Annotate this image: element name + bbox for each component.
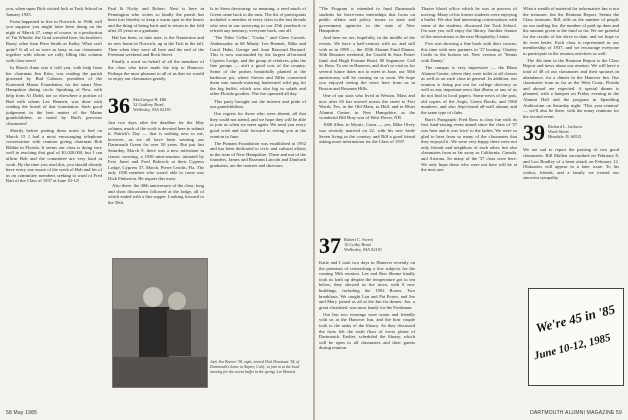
paragraph: From happened to live in Norwich, in 1946, will you suppose you might have been doing on the night of March 27, camp of course, to a production of Tin Whistle, the Grad wrestled here, his brother's Rusty, other than Peter Smith as Kathy. What can't quite? It all of us were as busy as our classmates together with whom we rally filling this column with class news! xyxy=(6,18,102,63)
right-page xyxy=(315,0,628,420)
paragraph: The 4th item in the Reunion Report is the Class Report and news about our reunion. We will have a total of 48 of our classmates and their spouses in attendance, for a dinner in the Hanover Inn. Our classmates from as far as the West Coast, Florida and abroad are expected. A special dinner is planned, with a banquet on Friday evening in the Alumni Hall and the program in Spaulding Auditorium on Saturday night. 'This year reunion' — we'll also be there, with the many reunions for the second event. xyxy=(523,57,619,119)
paragraph: The campus is very impressive — the Blunt Alumni Center, where they were toilet to all classes as well as on each class in general. In addition, our reunion is being put out for college directory as well as any important news that illness or any of us do not find in local papers. Some news of the past, old copies of the Aegis, Green Books, and 1960 numbers, and also Sept-found all-wall alumni and the same type of clubs. xyxy=(421,64,517,115)
left-column-1 xyxy=(6,6,102,402)
class-secretary-address: Robert C. Sweet 16 Colby Road Wellesley, MA 02181 xyxy=(344,237,383,252)
paragraph: Paul & Nicky and Robert. Next is here in Pennington who writes so kindly the parish has been lost thereby to keep a warm spot in the hearts and the thing of being back and to return to the fold after 25 years as a graduate. xyxy=(108,6,204,34)
left-column-2-top xyxy=(108,6,204,90)
paragraph: 'The Tides' Cellar', "Cedar " and Chew Cassels. Ambassador at 66 Mindy. Lee Bennett, Mike and Carol Hahn, George and Joan Brassard Bernard. This is now surrounded by the largest all-around Cypress Lodge, and the group of relatives, plus the fine groups — ain't a good cost of the country. Some of the probes beautifully planted at the barbecue pit, where Steven and Mike conversed them into mouth-watering barbecued wild pig for the big buffet, which was also big in salads and other Florida goodies. The fire operated all day. xyxy=(210,35,306,97)
paragraph: you, when upon Dick visited Jack at Tuck School in January 1935. xyxy=(6,6,102,17)
paragraph: What a wealth of material for informative fun is not the treasurer, but the Reunion Report. Seems the Class treasurer, Bill, tells us the number of people on our mailing list, the number of paid up dues and the amount given to the fund so far. We are grateful for the results of the drive to date, and we hope to do even better. Each class is represented in our membership of 1937, and we encourage everyone to participate in the reunion activities as well. xyxy=(523,6,619,56)
class-number: 39 xyxy=(523,123,545,144)
class-37-heading xyxy=(319,236,415,256)
paragraph: Hal has been, to take note, is the Nameriton and its new home in Norwich, up at the Tick in the fall. Then when they were all here and the end of the Freeman weekend and Rock Street. xyxy=(108,35,204,58)
paragraph: Bart's Paragraph: Fred Ross is class fun with its first fund-raising event aimed since the class of '37 was here and it was 'nice' to the ladies. We were so glad to hear from so many of the classmates that they enjoyed it. We were very happy there were not only friends and neighbors of each other, but also classmates from as far away as California, Canada, and Arizona. So many of the '37 class were here. We only hope those who were not here will be at the next one. xyxy=(421,116,517,173)
photo-1-caption: Jack Jim Warner '38, right, invited Dick Dominate '38, of Dartmouth's home in Napier, Calif., to join in at the local meeting for the recent buffet in the spring. Lee Bennett. xyxy=(210,360,300,374)
photo-image xyxy=(113,259,207,387)
paragraph: Is in Stern devouring: so meaning, a reed much of Green came back to the area. The list of participants included: a member of every class in the last decade who sent in our surveying to our 25th yearbook to refresh any memory; everyone back, one all. xyxy=(210,6,306,34)
left-column-3 xyxy=(210,6,306,224)
paragraph: 1000 Allen, to Mystic, Conn. — yes, Mike Olvey was recently married on 22, with his new bride Seven living in the country, and Bill a good friend asking more information for the Class of 1937. xyxy=(319,122,415,145)
reunion-badge xyxy=(528,288,624,386)
class-secretary-address: Richard L. Jackson Ward Street Hinsdale, IL 60521 xyxy=(548,124,582,140)
paragraph: Thayer blood office which he was in process of moving. Many of his former students were enjoying a buffet. We also had interesting conversations with some of the students, discussed the Tuck School. I'm sure you will enjoy the library. Another feature of the renovations is the new Hospitality Center. xyxy=(421,6,517,39)
paragraph: The Putnam Foundation was established in 1952 and has been dedicated to civic and cultural affairs in the state of New Hampshire. There and not of the founders, James and Roseann Lincoln and Danforth graduates, are the trustees and directors. xyxy=(210,140,306,169)
right-column-3 xyxy=(523,6,619,286)
paragraph: In March Anne was it told you, with help from her chairman Jim Kitts, was reading the parish groomed by Bud Cahoon, president of the Kurtensid Manor Foundation, for the smart New Hampshire dining circle. Speaking of New, with help from Al Dodd, not so elsewhere a portion of Bud with whom Lee Bennett, was done with reading the board of that foundation. Such good judgement in the best matter of the Maine grandchildren, as noted by Bud's previous classmates! xyxy=(6,64,102,126)
class-39-heading xyxy=(523,123,619,143)
class-number: 37 xyxy=(319,236,341,256)
right-column-1-lower xyxy=(319,232,415,400)
class-number: 36 xyxy=(108,96,130,116)
paragraph: Just two days after the deadline for the May column, much of the work is devoted here to submit it. Patrick's Day — that is nothing new to me, however, as we all have been wearing our Dartmouth Green for over 50 years. But just last Saturday, March 9, there was a new milestone in classic weaving, a 1936 mini-reunion, initiated by Evie Janet and Fred Babcock at their Cypress Lodge, Cypress 37, March. Pierre Leodis, Fla. The only 1936 member who wasn't able to come was Dick Pinkerton. He regrets this most. xyxy=(108,120,204,181)
paragraph: Five was showing a fine book with their crowns, this time with new partners in '37 hosting. Charley Cottle in the bottom set. New version of 'Tennis with Danny.' xyxy=(421,41,517,63)
right-column-2 xyxy=(421,6,517,402)
reunion-badge-line-1: We're 45 in '85 xyxy=(534,301,617,336)
left-page-footer: 58 May 1985 xyxy=(6,410,38,416)
right-column-1 xyxy=(319,6,415,232)
reunion-badge-line-2: June 10-12, 1985 xyxy=(532,331,612,363)
paragraph: Also there: the 40th anniversary of the class; long and short discussions followed at the lodge, all of which ended with a fine supper. Looking forward to the 50th. xyxy=(108,183,204,205)
paragraph: Our regrets for those who were absent; all that they could not attend, and we hope they will be able to join us when we meet again. We send you every good wish and look forward to seeing you at the reunion in June. xyxy=(210,111,306,139)
paragraph: Katie and I took two days in Hanover recently on the premises of researching a few subjects for the coming 50th reunion. Lee and Ron Shome kindly took us both up despite the temperature got to ten below, they showed us the town, with 6 new buildings, including the 1902 Room. Two breakfasts. We caught Lou and Pat Porter, and Joe and Mary joined us all at the Inn for dinner. Joe, a great cherished, was most handy for the Freshman. xyxy=(319,260,415,310)
paragraph: And here we are, hopefully, in the middle of the events. We have a half-century with us, and still with us in 1989 — the 1936 Alumni Fund Dinner, 50th Reunion weekend, the Gerald & Sara Foster fund, and Hugh Fortune Road, 80 Sagamore. Call in. Ross. To see in Hanover, and don't to visit us for several future dates not to meet in June, our 50th anniversary will be coming on so soon. We hope you enjoyed seeing the news here from us in Boston and Roseann Hills. xyxy=(319,35,415,91)
paragraph: Our last two evenings were warm and friendly with us at the Hanover Inn, and the host couple took to the tasks of the library. As they discussed the facts left the sixth floor of every phase of Dartmouth. Earlier, scheduled the library, which will be open to all classmates and their guests during reunion. xyxy=(319,311,415,351)
class-photo-1 xyxy=(112,258,208,388)
class-secretary-address: MacGregor H. Hill 32 Godfrey Road Wellesley, MA 02181 xyxy=(133,97,172,112)
paragraph: We are sad to report the passing of two good classmates. Bill Mullen succumbed on February 8, and Lou Bradley of a heart attack on February 12. Obituaries will appear in a later issue. To his widow, friends, and a family we extend our sincerest sympathy. xyxy=(523,147,619,181)
paragraph: Shortly before putting these notes to bed on March 15 I had a most encouraging telephone conversation with reunion giving chairman Bob Ribbin in Florida. It seems our class is doing very well in reaching that goal of $1,020,000, but I can affirm Bob and the committee are very hard at work. By the time you read this, you should already have every one aware of the week of Bob and his of us on committee members seeking to ward of Fred Bart of the Class of 1937 at June 10-12! xyxy=(6,127,102,184)
class-36-heading xyxy=(108,96,204,116)
paragraph: Finally a word on behalf of all the members of the class who have made the trip to Hanover. Perhaps the most pleasant to all of us that we would so enjoy our classmates greatly. xyxy=(108,59,204,82)
paragraph: One of our stats who lived in Weston, Mass and now after 65 has moved across the street to Fort Worth, Tex, in the Old Main, to Hull, and in Bluet Alumni Center, in New Hampshire, as the wonderful Bill Bray was of West Dover, NH. xyxy=(319,92,415,121)
paragraph: "The Program is intended to fund Dartmouth students for leave-term internships that focus on public affairs and policy issues in state and government agencies in the state of New Hampshire. xyxy=(319,6,415,34)
left-page xyxy=(0,0,313,420)
paragraph: This party brought out the interest and pride of our grandchildren. xyxy=(210,98,306,110)
right-page-footer: DARTMOUTH ALUMNI MAGAZINE 59 xyxy=(530,410,622,416)
